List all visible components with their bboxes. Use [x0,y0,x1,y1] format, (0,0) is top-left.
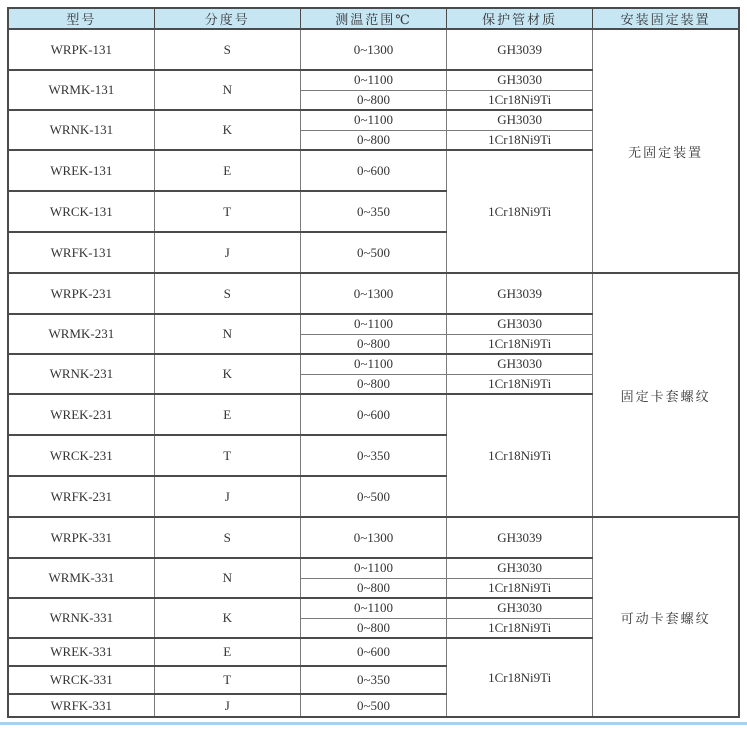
graduation-cell: N [154,314,300,354]
col-header-temp-range: 测温范围℃ [300,8,446,29]
model-cell: WRPK-231 [8,273,154,314]
graduation-cell: E [154,638,300,666]
material-cell: 1Cr18Ni9Ti [447,374,593,394]
bottom-margin [7,725,740,731]
graduation-cell: S [154,273,300,314]
graduation-cell: E [154,394,300,435]
model-cell: WRFK-231 [8,476,154,517]
graduation-cell: J [154,232,300,273]
material-cell: GH3030 [447,70,593,90]
range-cell: 0~800 [300,578,446,598]
model-cell: WRFK-331 [8,694,154,717]
graduation-cell: K [154,110,300,150]
table-row [8,273,739,314]
range-cell: 0~350 [300,666,446,694]
material-cell: 1Cr18Ni9Ti [447,618,593,638]
material-cell: GH3030 [447,110,593,130]
material-cell: 1Cr18Ni9Ti [447,90,593,110]
range-cell: 0~1300 [300,517,446,558]
range-cell: 0~1100 [300,354,446,374]
material-cell: GH3039 [447,517,593,558]
col-header-model: 型号 [8,8,154,29]
range-cell: 0~1100 [300,70,446,90]
graduation-cell: K [154,598,300,638]
range-cell: 0~800 [300,374,446,394]
graduation-cell: J [154,694,300,717]
device-cell: 可动卡套螺纹 [593,517,739,717]
range-cell: 0~500 [300,232,446,273]
model-cell: WRCK-131 [8,191,154,232]
model-cell: WRNK-231 [8,354,154,394]
range-cell: 0~600 [300,150,446,191]
range-cell: 0~1100 [300,110,446,130]
material-cell: 1Cr18Ni9Ti [447,394,593,517]
material-cell: GH3030 [447,598,593,618]
model-cell: WRCK-231 [8,435,154,476]
model-cell: WRPK-131 [8,29,154,70]
table-row [8,29,739,70]
range-cell: 0~1100 [300,558,446,578]
range-cell: 0~1300 [300,29,446,70]
table-row [8,517,739,558]
range-cell: 0~350 [300,191,446,232]
header-row [8,8,739,29]
range-cell: 0~1100 [300,314,446,334]
range-cell: 0~600 [300,638,446,666]
graduation-cell: N [154,558,300,598]
material-cell: GH3039 [447,29,593,70]
model-cell: WRMK-331 [8,558,154,598]
material-cell: GH3030 [447,354,593,374]
device-cell: 无固定装置 [593,29,739,273]
graduation-cell: N [154,70,300,110]
col-header-mounting-device: 安装固定装置 [593,8,739,29]
graduation-cell: S [154,517,300,558]
model-cell: WRNK-331 [8,598,154,638]
model-cell: WREK-131 [8,150,154,191]
range-cell: 0~600 [300,394,446,435]
range-cell: 0~1100 [300,598,446,618]
range-cell: 0~800 [300,90,446,110]
material-cell: 1Cr18Ni9Ti [447,334,593,354]
model-cell: WRMK-131 [8,70,154,110]
graduation-cell: J [154,476,300,517]
material-cell: GH3030 [447,558,593,578]
model-cell: WREK-231 [8,394,154,435]
graduation-cell: E [154,150,300,191]
range-cell: 0~1300 [300,273,446,314]
model-cell: WREK-331 [8,638,154,666]
material-cell: 1Cr18Ni9Ti [447,578,593,598]
col-header-tube-material: 保护管材质 [447,8,593,29]
material-cell: GH3039 [447,273,593,314]
thermocouple-spec-table [7,7,740,718]
range-cell: 0~800 [300,130,446,150]
graduation-cell: S [154,29,300,70]
col-header-graduation: 分度号 [154,8,300,29]
material-cell: GH3030 [447,314,593,334]
range-cell: 0~800 [300,618,446,638]
graduation-cell: K [154,354,300,394]
graduation-cell: T [154,666,300,694]
graduation-cell: T [154,435,300,476]
model-cell: WRPK-331 [8,517,154,558]
material-cell: 1Cr18Ni9Ti [447,130,593,150]
range-cell: 0~800 [300,334,446,354]
graduation-cell: T [154,191,300,232]
range-cell: 0~500 [300,476,446,517]
device-cell: 固定卡套螺纹 [593,273,739,517]
range-cell: 0~500 [300,694,446,717]
material-cell: 1Cr18Ni9Ti [447,150,593,273]
model-cell: WRMK-231 [8,314,154,354]
range-cell: 0~350 [300,435,446,476]
model-cell: WRNK-131 [8,110,154,150]
model-cell: WRFK-131 [8,232,154,273]
model-cell: WRCK-331 [8,666,154,694]
material-cell: 1Cr18Ni9Ti [447,638,593,717]
